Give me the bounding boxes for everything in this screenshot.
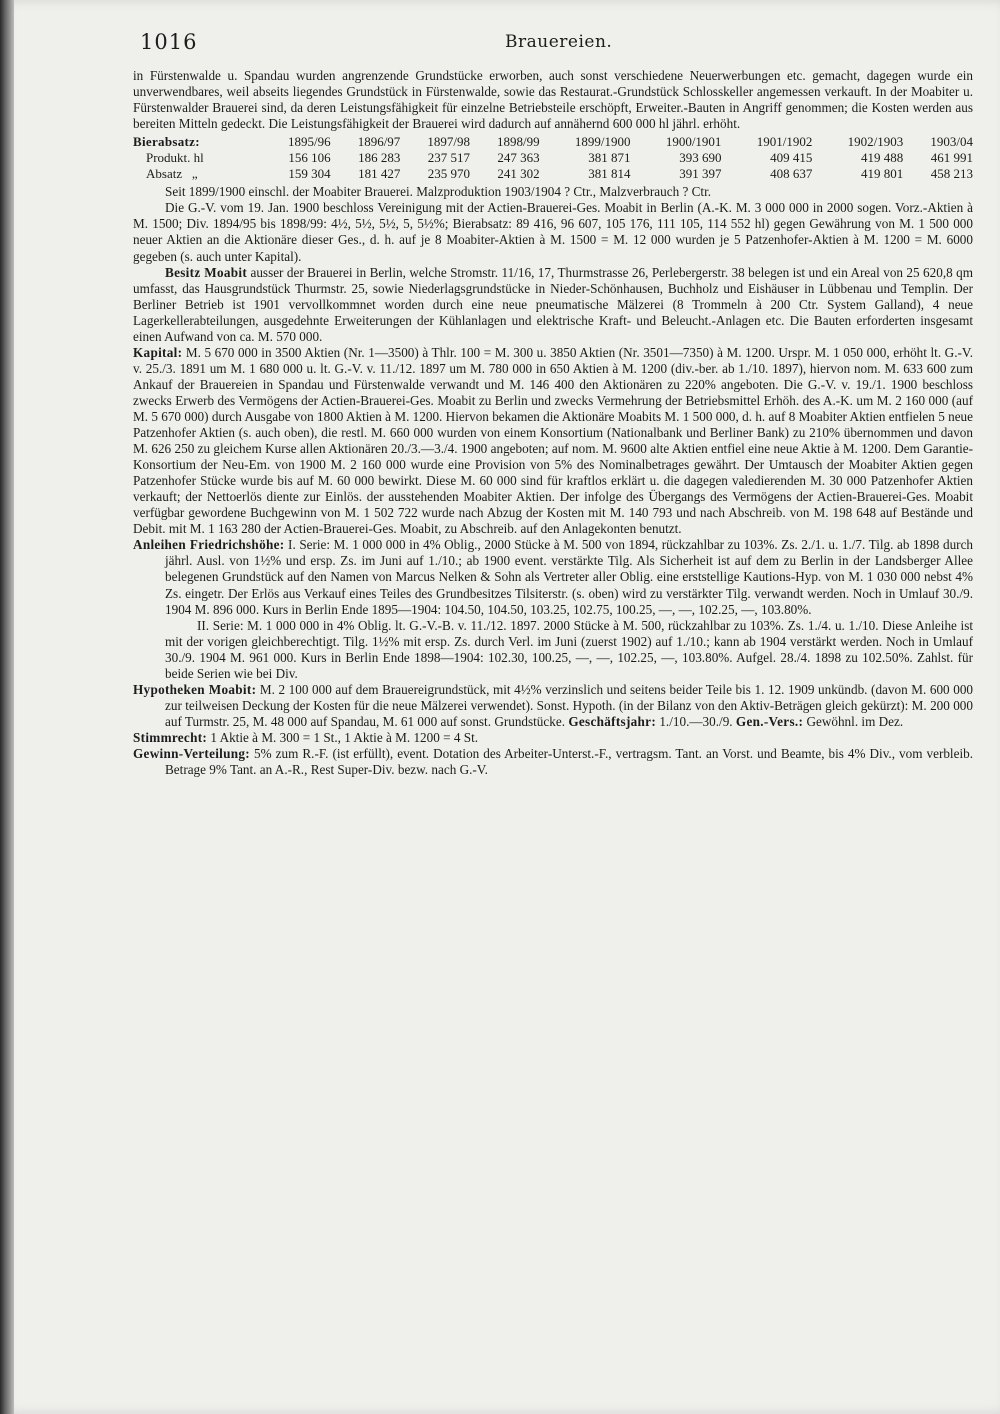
row-label-cell	[133, 150, 261, 166]
gewinn-text: 5% zum R.-F. (ist erfüllt), event. Dotation des Arbeiter-Unterst.-F., vertragsm. Tant. an Vorst. und Beamte, bis 4% Div., vom verbleib. Betrage 9% Tant. an A.-R., Rest Super-Div. bezw. nach G.-V.	[165, 745, 974, 778]
page-body	[133, 68, 973, 778]
stimmrecht-label: Stimmrecht:	[133, 729, 208, 745]
year-cell: 1900/1901	[665, 134, 722, 150]
value-cell: 409 415	[770, 150, 813, 166]
anleihen-serie-2: II. Serie: M. 1 000 000 in 4% Oblig. lt. G.-V.-B. v. 11./12. 1897. 2000 Stücke à M. 500, rückzahlbar zu 103%. Zs. 1./4. u. 1./10. Diese Anleihe ist mit der vorigen gleichberechtigt. Tilg. 1½% mit ersp. Zs. durch Verl. im Juni (zuerst 1902) auf 1./10.; kann ab 1904 verstärkt werden. Noch in Umlauf 30./9. 1904 M. 961 000. Kurs in Berlin Ende 1898—1904: 102.30, 100.25, —, —, 102.25, —, 103.80%. Aufgel. 28./4. 1898 zu 102.50%. Zahlst. für beide Serien wie bei Div.	[165, 617, 973, 681]
value-cell: 159 304	[288, 166, 331, 182]
value-cell: 186 283	[358, 150, 401, 166]
value-cell: 235 970	[427, 166, 470, 182]
absatz-row	[133, 166, 973, 182]
year-cell: 1898/99	[497, 134, 540, 150]
anleihen-serie-1-text: I. Serie: M. 1 000 000 in 4% Oblig., 2000 Stücke à M. 500 von 1894, rückzahlbar zu 103%. Zs. 2./1. u. 1./7. Tilg. ab 1898 durch jährl. Ausl. von 1½% und ersp. Zs. im Juni auf 1./10.; ab 1900 event. verstärkte Tilg. Als Sicherheit ist auf dem zu Berlin in der Landsberger Allee belegenen Grundstück auf den Namen von Marcus Nelken & Sohn als Vertreter aller Oblig. eine erststellige Kautions-Hyp. von M. 1 030 000 nebst 4% Zs. eingetr. Der Erlös aus Verkauf eines Teiles des Grundbesitzes Tilsiterstr. (s. oben) wird zu verstärkter Tilg. verwandt werden. Noch in Umlauf 30./9. 1904 M. 896 000. Kurs in Berlin Ende 1895—1904: 104.50, 104.50, 103.25, 102.75, 100.25, —, —, 102.25, —, 103.80%.	[165, 537, 974, 617]
bierabsatz-table	[133, 134, 973, 182]
page-header	[140, 30, 940, 60]
value-cell: 408 637	[770, 166, 813, 182]
year-cell: 1895/96	[288, 134, 331, 150]
value-cell: 247 363	[497, 150, 540, 166]
year-cell: 1897/98	[427, 134, 470, 150]
value-cell: 156 106	[288, 150, 331, 166]
year-cell: 1899/1900	[574, 134, 631, 150]
year-cell: 1902/1903	[847, 134, 904, 150]
value-cell: 458 213	[930, 166, 973, 182]
besitz-label: Besitz Moabit	[165, 264, 248, 280]
geschaeftsjahr-text: 1./10.—30./9.	[659, 713, 733, 729]
besitz-paragraph	[133, 265, 973, 345]
year-cell: 1901/1902	[756, 134, 813, 150]
kapital-text: M. 5 670 000 in 3500 Aktien (Nr. 1—3500) à Thlr. 100 = M. 300 u. 3850 Aktien (Nr. 3501—7350) à M. 1200. Urspr. M. 1 050 000, erhöht lt. G.-V. v. 25./3. 1891 um M. 1 680 000 u. lt. G.-V. v. 11./12. 1897 um M. 780 000 in 650 Aktien à M. 1200 (div.-ber. ab 1./10. 1897), hiervon nom. M. 633 600 zum Ankauf der Brauereien in Spandau und Fürstenwalde verwandt und M. 146 400 den Aktionären zu 220% angeboten. Die G.-V. v. 19./1. 1900 beschloss zwecks Erwerb des Vermögens der Actien-Brauerei-Ges. Moabit zu Berlin und zwecks Vermehrung der Betriebsmittel Erhöh. des A.-K. um M. 2 160 000 (auf M. 5 670 000) durch Ausgabe von 1800 Aktien à M. 1200. Hiervon bekamen die Aktionäre Moabits M. 1 500 000, d. h. auf 8 Moabiter Aktien entfielen 5 neue Patzenhofer Aktien (s. auch oben), die restl. M. 660 000 wurden von einem Konsortium (Nationalbank und Berliner Bank) zu 210% übernommen und davon M. 626 250 zu gleichem Kurse allen Aktionären 20./3.—3./4. 1900 angeboten; auf nom. M. 9600 alte Aktien entfiel eine neue Aktie à M. 1200. Dem Garantie-Konsortium der Neu-Em. von 1900 M. 2 160 000 wurde eine Provision von 5% des Nominalbetrages gewährt. Der Umtausch der Moabiter Aktien gegen Patzenhofer Stücke wurde bis auf M. 60 000 bewirkt. Diese M. 60 000 sind für kraftlos erklärt u. die dagegen valedierenden M. 30 000 Patzenhofer Aktien verkauft; der Nettoerlös diente zur Einlös. der ausstehenden Moabiter Aktien. Der infolge des Übergangs des Vermögens der Actien-Brauerei-Ges. Moabit verfügbar gewordene Buchgewinn von M. 1 502 722 wurde nach Abzug der Kosten mit M. 140 793 und nach Abschreib. von M. 198 648 auf Bestände und Debit. mit M. 1 163 280 der Actien-Brauerei-Ges. Moabit, zu Abschreib. auf den Anlagekonten benutzt.	[133, 344, 974, 537]
gewinn-paragraph	[133, 746, 973, 778]
value-cell: 241 302	[497, 166, 540, 182]
value-cell: 381 814	[588, 166, 631, 182]
bierabsatz-note: Seit 1899/1900 einschl. der Moabiter Brauerei. Malzproduktion 1903/1904 ? Ctr., Malzverbrauch ? Ctr.	[165, 184, 712, 200]
gv-paragraph: Die G.-V. vom 19. Jan. 1900 beschloss Vereinigung mit der Actien-Brauerei-Ges. Moabit in Berlin (A.-K. M. 3 000 000 in 2000 sogen. Vorz.-Aktien à M. 1500; Div. 1894/95 bis 1898/99: 4½, 5½, 5½, 5, 5½%; Bierabsatz: 89 416, 96 607, 105 176, 111 105, 114 552 hl) gegen Gewährung von M. 1 500 000 neuer Aktien an die Aktionäre dieser Ges., d. h. auf je 8 Moabiter-Aktien à M. 1500 = M. 12 000 wurden je 5 Patzenhofer-Aktien à M. 1200 = M. 6000 gegeben (s. auch unter Kapital).	[133, 200, 973, 264]
row-label-cell	[133, 166, 261, 182]
gewinn-label: Gewinn-Verteilung:	[133, 745, 251, 761]
hypotheken-label: Hypotheken Moabit:	[133, 681, 257, 697]
stimmrecht-paragraph	[133, 730, 973, 746]
page-number: 1016	[140, 30, 198, 54]
kapital-label: Kapital:	[133, 344, 183, 360]
value-cell: 393 690	[679, 150, 722, 166]
anleihen-serie-1	[133, 537, 973, 617]
anleihen-label: Anleihen Friedrichshöhe:	[133, 537, 285, 553]
row-unit: hl	[193, 150, 204, 166]
value-cell: 419 488	[861, 150, 904, 166]
hypotheken-paragraph	[133, 682, 973, 730]
value-cell: 381 871	[588, 150, 631, 166]
book-binding-edge	[0, 0, 14, 1414]
row-label: Absatz	[146, 166, 183, 182]
intro-paragraph: in Fürstenwalde u. Spandau wurden angrenzende Grundstücke erworben, auch sonst verschiedene Neuerwerbungen etc. gemacht, dagegen wurde ein unverwendbares, weil abseits liegendes Grundstück in Fürstenwalde, sowie das Restaurat.-Grundstück Schlosskeller angemessen verkauft. In der Moabiter u. Fürstenwalder Brauerei sind, da deren Leistungsfähigkeit für einzelne Betriebsteile erschöpft, Erweiter.-Bauten in Angriff genommen; die Kosten werden aus bereiten Mitteln gedeckt. Die Leistungsfähigkeit der Brauerei wird dadurch auf annähernd 600 000 hl jährl. erhöht.	[133, 68, 973, 132]
value-cell: 391 397	[679, 166, 722, 182]
geschaeftsjahr-label: Geschäftsjahr:	[568, 713, 657, 729]
bierabsatz-label: Bierabsatz:	[133, 134, 200, 150]
value-cell: 461 991	[930, 150, 973, 166]
year-cell: 1896/97	[357, 134, 401, 150]
value-cell: 181 427	[358, 166, 401, 182]
produkt-row	[133, 150, 973, 166]
hypotheken-text: M. 2 100 000 auf dem Brauereigrundstück, mit 4½% verzinslich und seitens beider Teile bis 1. 12. 1909 unkündb. (davon M. 600 000 zur teilweisen Deckung der Kosten für die neue Mälzerei verwendet). Sonst. Hypoth. (in der Bilanz von den Aktiv-Beträgen gleich gekürzt): M. 200 000 auf Turmstr. 25, M. 48 000 auf Spandau, M. 61 000 auf sonst. Grundstücke.	[165, 681, 974, 729]
row-unit: „	[191, 166, 198, 182]
kapital-paragraph	[133, 345, 973, 538]
value-cell: 237 517	[427, 150, 470, 166]
bierabsatz-years-row	[133, 134, 973, 150]
row-label: Produkt.	[146, 150, 191, 166]
genvers-label: Gen.-Vers.:	[735, 713, 804, 729]
value-cell: 419 801	[861, 166, 904, 182]
year-cell: 1903/04	[930, 134, 973, 150]
running-title: Brauereien.	[505, 32, 613, 52]
besitz-text: ausser der Brauerei in Berlin, welche Stromstr. 11/16, 17, Thurmstrasse 26, Perlebergerstr. 38 belegen ist und ein Areal von 25 620,8 qm umfasst, das Hausgrundstück Thurmstr. 25, sowie Niederlagsgrundstücke in Nieder-Schönhausen, Buchholz und Eishäuser in Lübbenau und Templin. Der Berliner Betrieb ist 1901 vervollkommnet worden durch eine neue pneumatische Mälzerei (8 Trommeln à 200 Ctr. System Galland), 4 neue Lagerkellerabteilungen, ausgedehnte Erweiterungen der Kühlanlagen und elektrische Kraft- und Beleucht.-Anlagen etc. Die Bauten erforderten insgesamt einen Aufwand von ca. M. 570 000.	[133, 264, 974, 344]
stimmrecht-text: 1 Aktie à M. 300 = 1 St., 1 Aktie à M. 1200 = 4 St.	[210, 729, 479, 745]
genvers-text: Gewöhnl. im Dez.	[806, 713, 904, 729]
